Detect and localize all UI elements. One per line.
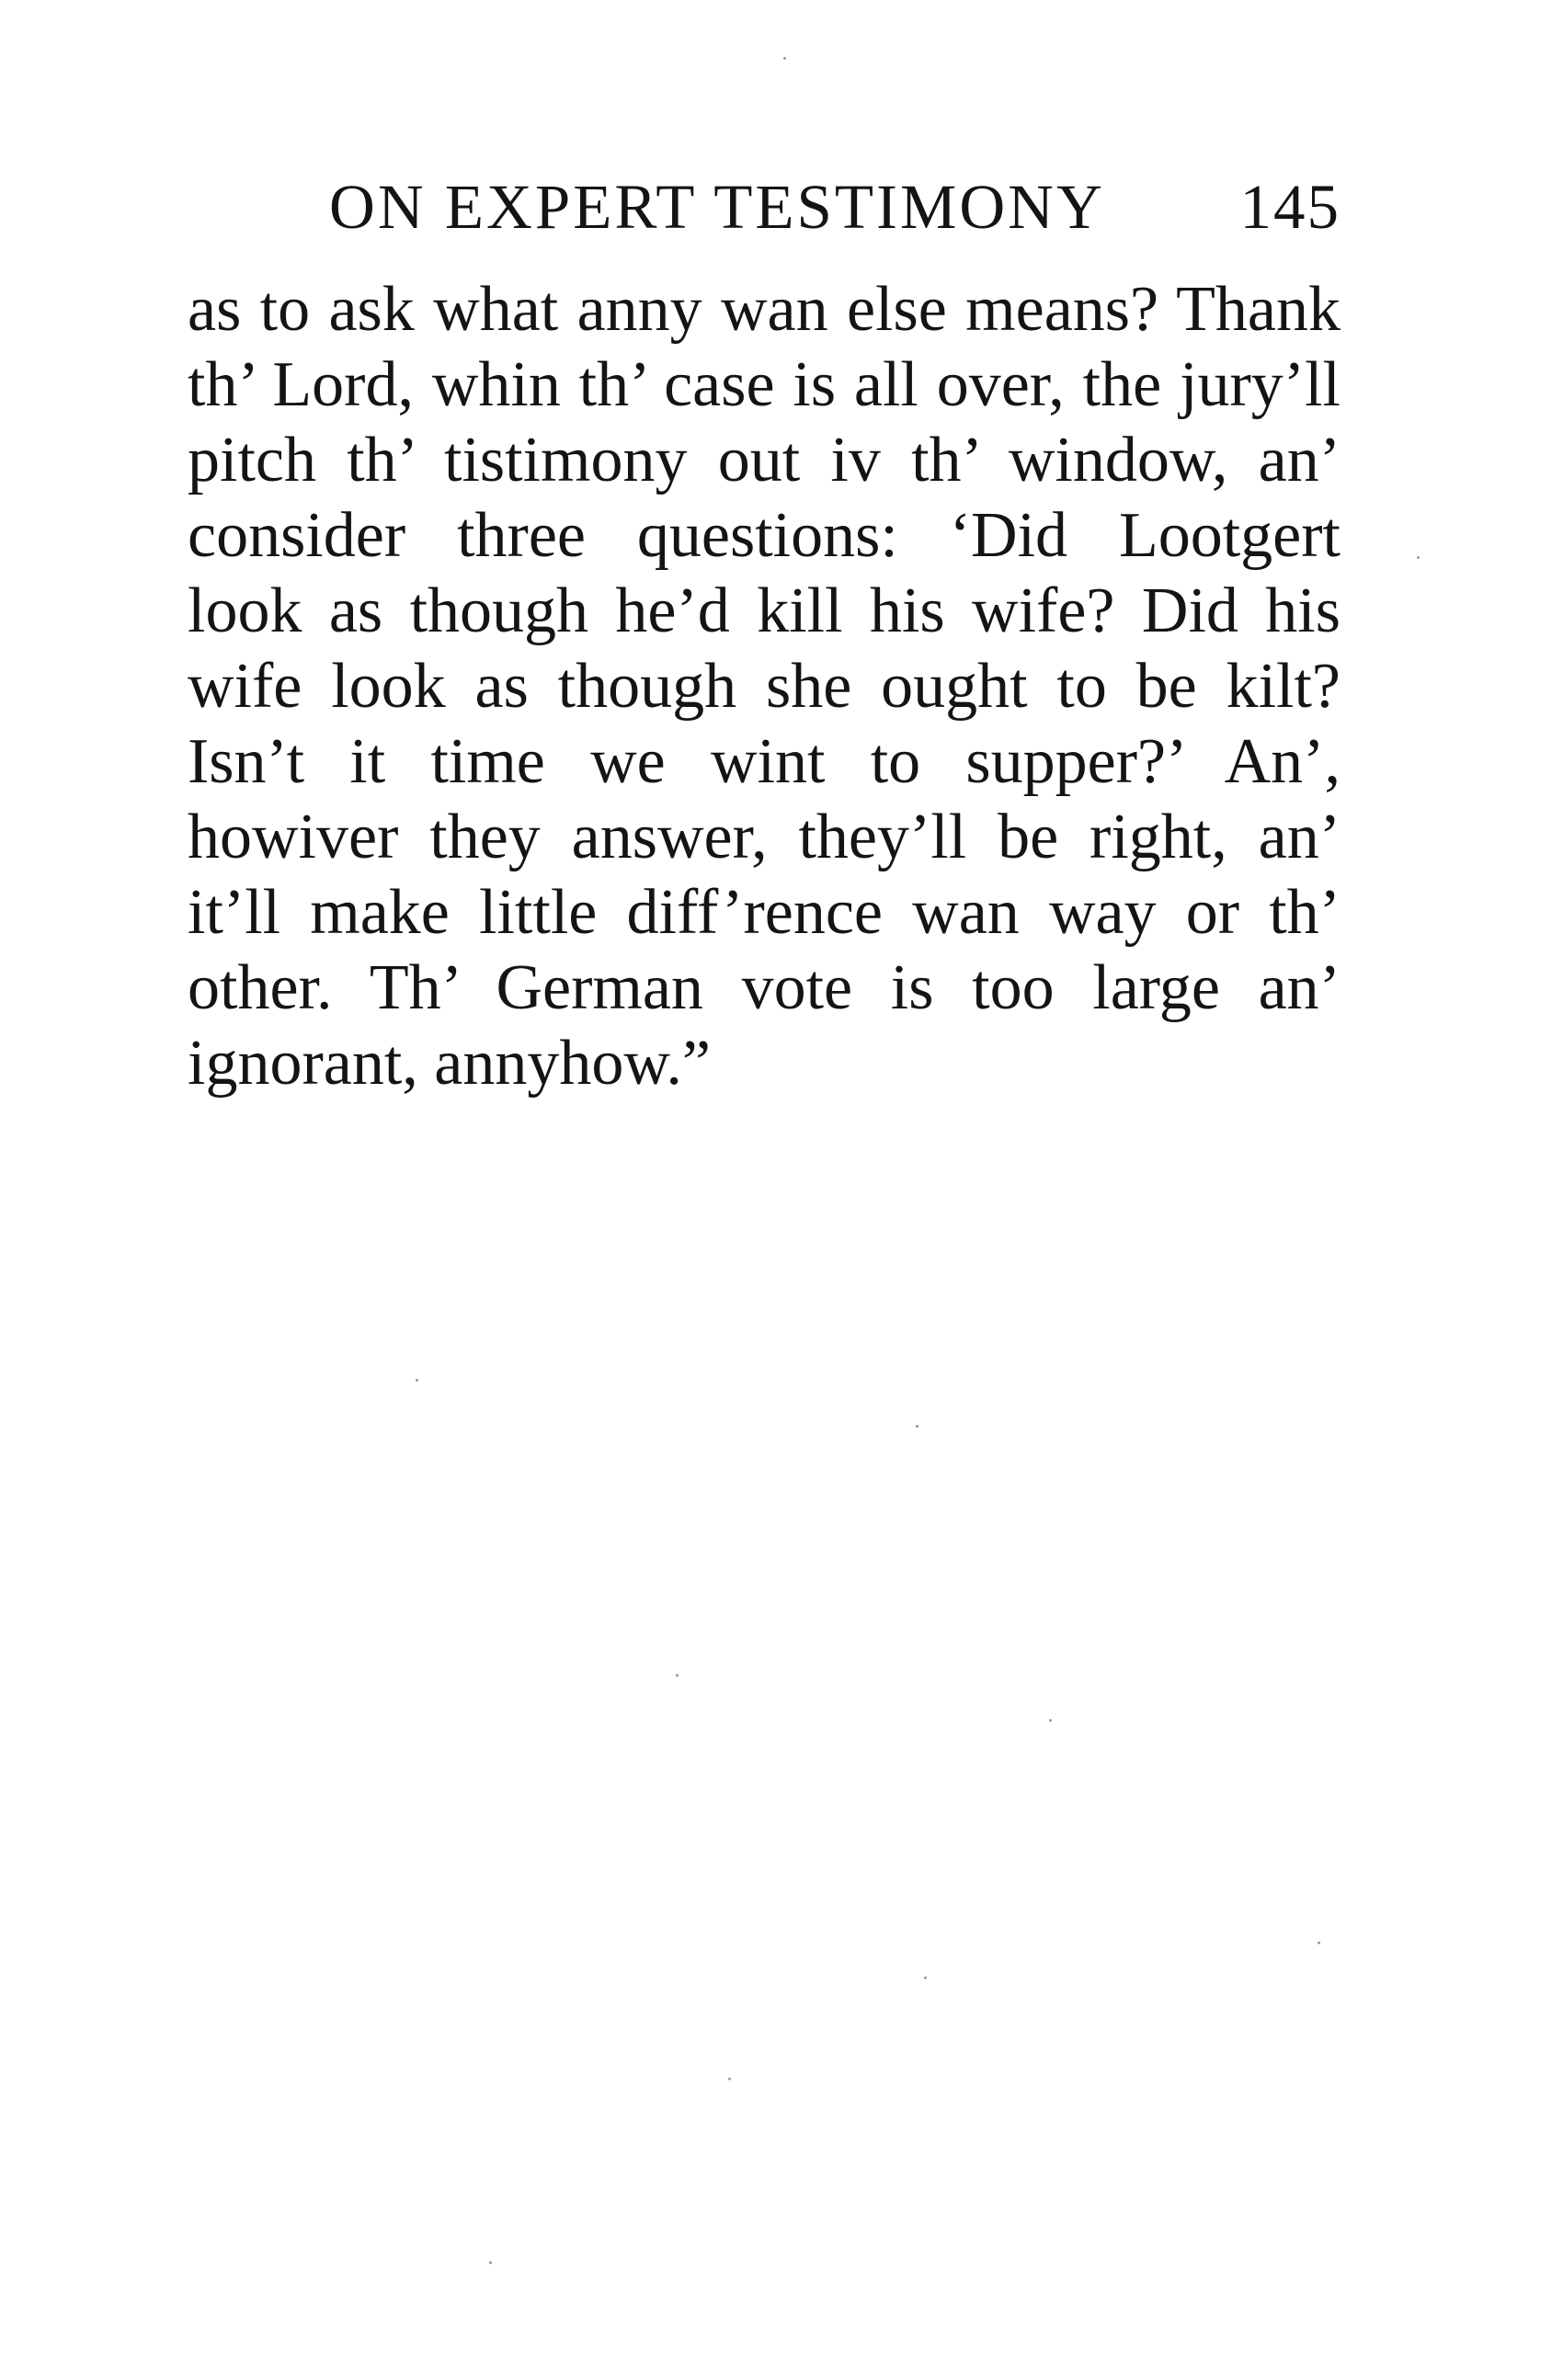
scan-speck: [416, 1379, 418, 1382]
scan-speck: [1049, 1719, 1052, 1722]
text-line-5: look as though he’d kill his wife? Did his: [188, 575, 1341, 646]
scan-speck: [676, 1674, 679, 1677]
scan-speck: [1417, 556, 1420, 559]
text-line-7: Isn’t it time we wint to supper?’ An’,: [188, 726, 1341, 797]
text-line-10: other. Th’ German vote is too large an’: [188, 952, 1341, 1023]
scan-speck: [924, 1976, 927, 1979]
text-line-2: th’ Lord, whin th’ case is all over, the jury’ll: [188, 349, 1341, 420]
page-number: 145: [1239, 172, 1341, 242]
text-line-11: ignorant, annyhow.”: [188, 1028, 711, 1099]
text-line-9: it’ll make little diff’rence wan way or th’: [188, 877, 1341, 948]
scan-speck: [1318, 1942, 1320, 1944]
text-line-3: pitch th’ tistimony out iv th’ window, an’: [188, 425, 1341, 495]
text-line-6: wife look as though she ought to be kilt?: [188, 651, 1341, 722]
text-line-1: as to ask what anny wan else means? Thank: [188, 274, 1341, 345]
running-head-title: ON EXPERT TESTIMONY: [329, 172, 1105, 242]
running-head: [329, 165, 1341, 248]
scan-speck: [728, 2078, 731, 2080]
body-text: [188, 272, 1341, 1101]
scan-speck: [489, 2261, 492, 2264]
scan-speck: [916, 1425, 918, 1428]
text-line-4: consider three questions: ‘Did Lootgert: [188, 500, 1341, 571]
text-line-8: howiver they answer, they’ll be right, an’: [188, 802, 1341, 872]
scan-speck: [783, 57, 786, 60]
